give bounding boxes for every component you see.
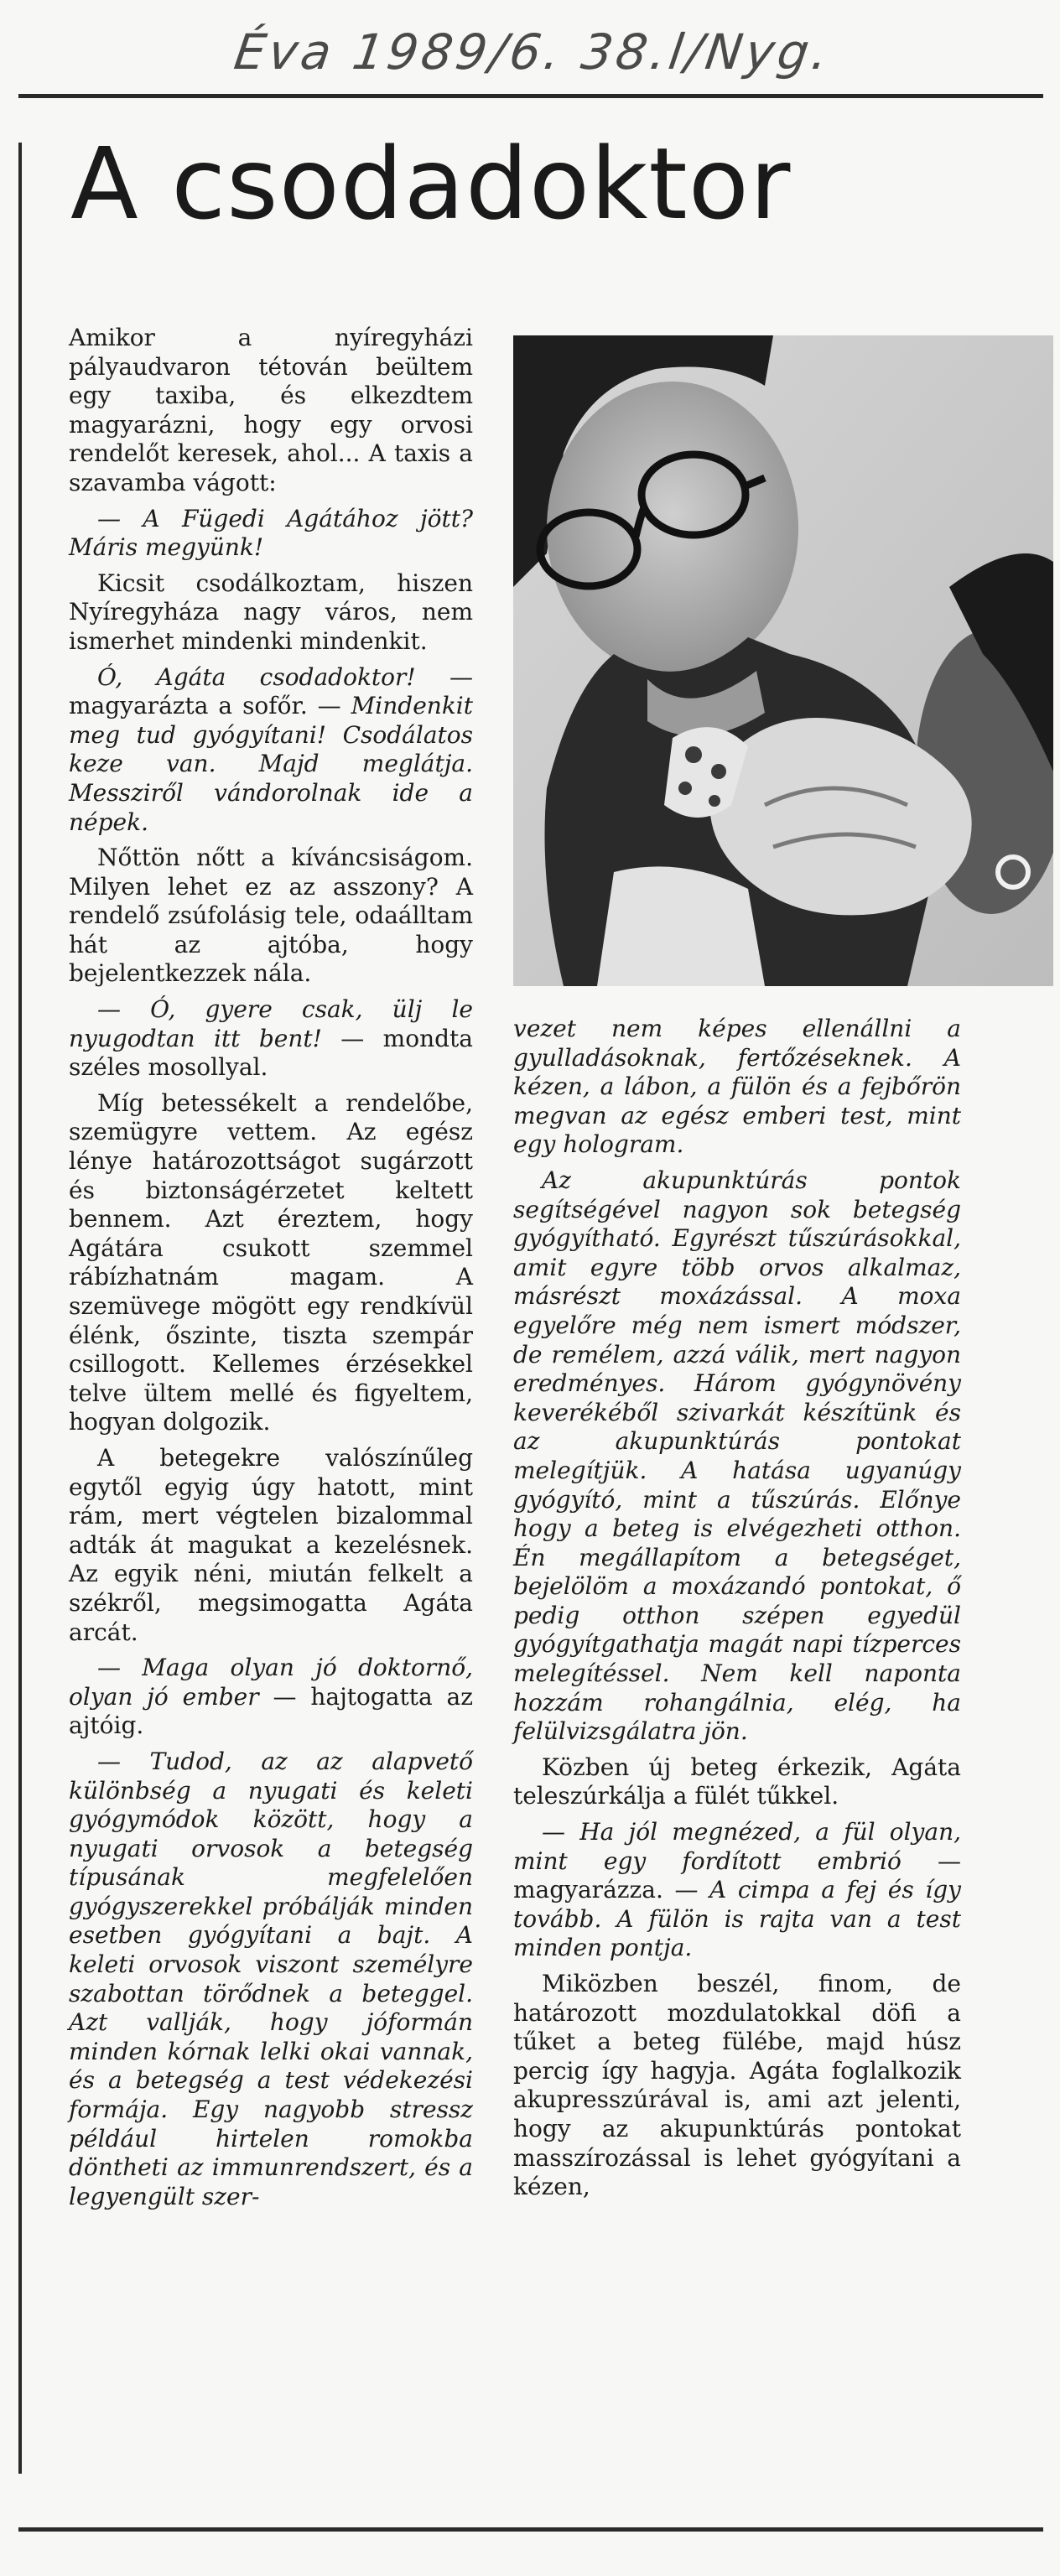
paragraph [69,995,473,1083]
left-text-column [69,324,473,2218]
paragraph: Kicsit csodálkoztam, hiszen Nyíregyháza nagy város, nem ismerhet mindenki mindenkit. [69,569,473,655]
photo-doctor-with-patient [513,335,1053,986]
quote-text: A cimpa a fej és így tovább. A fülön is rajta van a test minden pontja. [513,1876,961,1962]
narration-text: — magyarázza. — [513,1846,961,1904]
paragraph [69,1654,473,1741]
quote-text: — Ó, gyere csak, ülj le nyugodtan itt bent! [69,995,473,1052]
paragraph: — A Fügedi Agátához jött? Máris megyünk! [69,504,473,562]
right-text-column [513,1015,961,2209]
narration-text: — magyarázta a sofőr. — [69,662,473,720]
paragraph: Miközben beszél, finom, de határozott mozdulatokkal döfi a tűket a beteg fülébe, majd húsz percig így hagyja. Agáta foglalkozik akupresszúrával is, ami azt jelenti, hogy az akupunktúrás pontokat masszírozással is lehet gyógyítani a kézen, [513,1970,961,2201]
photo-illustration [513,335,1053,986]
paragraph [69,663,473,838]
left-margin-rule [18,143,22,2474]
paragraph: Amikor a nyíregyházi pályaudvaron tétován beültem egy taxiba, és elkezdtem magyarázni, hogy egy orvosi rendelőt keresek, ahol... A taxis a szavamba vágott: [69,324,473,496]
paragraph: Nőttön nőtt a kíváncsiságom. Milyen lehet ez az asszony? A rendelő zsúfolásig tele, odaálltam hát az ajtóba, hogy bejelentkezzek nála. [69,844,473,988]
paragraph: vezet nem képes ellenállni a gyulladásoknak, fertőzéseknek. A kézen, a lábon, a fülön és a fejbőrön megvan az egész emberi test, mint egy hologram. [513,1015,961,1159]
paragraph: Az akupunktúrás pontok segítségével nagyon sok betegség gyógyítható. Egyrészt tűszúrásokkal, amit egyre több orvos alkalmaz, másrészt moxázással. A moxa egyelőre még nem ismert módszer, de remélem, azzá válik, mert nagyon eredményes. Három gyógynövény keverékéből szivarkát készítünk és az akupunktúrás pontokat melegítjük. A hatása ugyanúgy gyógyító, mint a tűszúrás. Előnye hogy a beteg is elvégezheti otthon. Én megállapítom a betegséget, bejelölöm a moxázandó pontokat, ő pedig otthon szépen egyedül gyógyítgathatja magát napi tízperces melegítéssel. Nem kell naponta hozzám rohangálnia, elég, ha felülvizsgálatra jön. [513,1166,961,1746]
article-headline: A csodadoktor [70,126,792,242]
quote-text: — Ha jól megnézed, a fül olyan, mint egy fordított embrió [513,1818,961,1875]
quote-text: — Maga olyan jó doktornő, olyan jó ember [69,1654,473,1711]
narration-text: — hajtogatta az ajtóig. [69,1682,473,1740]
quote-text: Mindenkit meg tud gyógyítani! Csodálatos keze van. Majd meglátja. Messziről vándorolnak ide a népek. [69,692,473,836]
quote-text: Ó, Agáta csodadoktor! [97,662,416,691]
top-rule [18,94,1043,98]
paragraph: A betegekre valószínűleg egytől egyig úgy hatott, mint rám, mert végtelen bizalommal adták át magukat a kezelésnek. Az egyik néni, miután felkelt a székről, megsimogatta Agáta arcát. [69,1443,473,1646]
paragraph: Közben új beteg érkezik, Agáta teleszúrkálja a fülét tűkkel. [513,1753,961,1810]
paragraph: — Tudod, az az alapvető különbség a nyugati és keleti gyógymódok között, hogy a nyugati orvosok a betegség típusának megfelelően gyógyszerekkel próbálják minden esetben gyógyítani a bajt. A keleti orvosok viszont személyre szabottan törődnek a beteggel. Azt vallják, hogy jóformán minden kórnak lelki okai vannak, és a betegség a test védekezési formája. Egy nagyobb stressz például hirtelen romokba döntheti az immunrendszert, és a legyengült szer- [69,1747,473,2210]
paragraph [513,1818,961,1963]
bottom-rule [18,2527,1043,2532]
paragraph: Míg betessékelt a rendelőbe, szemügyre vettem. Az egész lénye határozottságot sugárzott és biztonságérzetet keltett bennem. Azt éreztem, hogy Agátára csukott szemmel rábízhatnám magam. A szemüvege mögött egy rendkívül élénk, őszinte, tiszta szempár csillogott. Kellemes érzésekkel telve ültem mellé és figyeltem, hogyan dolgozik. [69,1088,473,1436]
narration-text: — mondta széles mosollyal. [69,1024,473,1082]
handwritten-source-note: Éva 1989/6. 38.l/Nyg. [231,23,835,80]
